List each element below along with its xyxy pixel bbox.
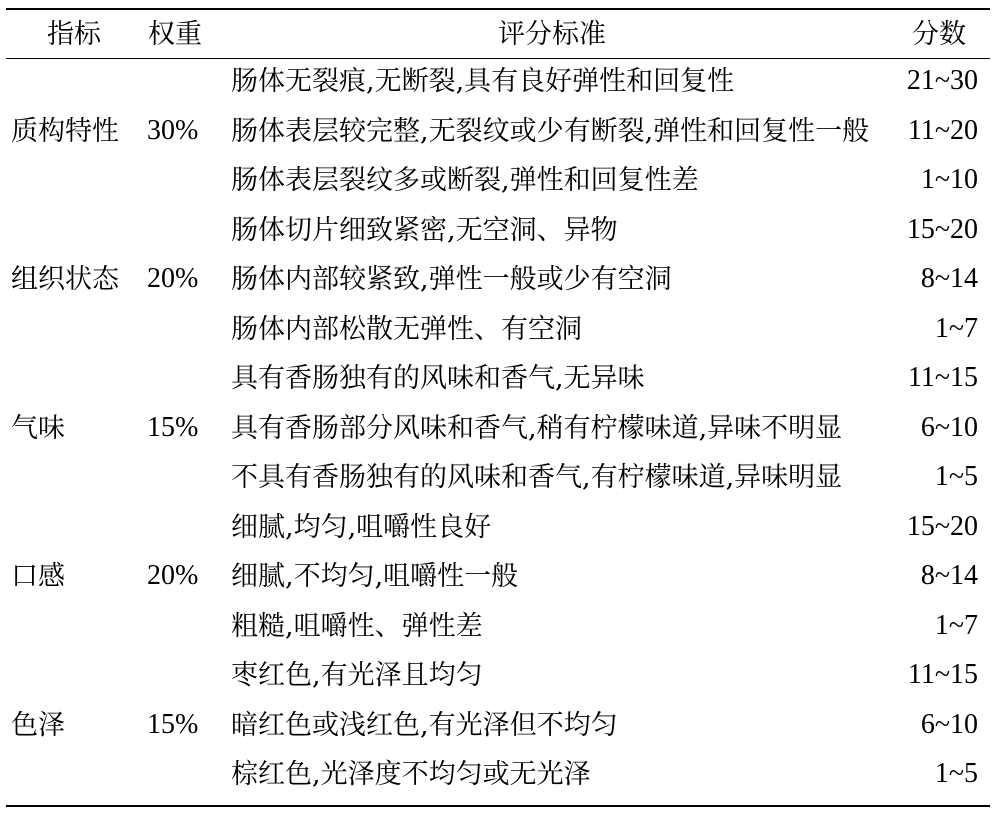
weight-cell: 20%	[147, 560, 199, 591]
weight-cell: 30%	[147, 115, 199, 146]
header-criteria: 评分标准	[498, 19, 606, 50]
criteria-cell: 暗红色或浅红色,有光泽但不均匀	[231, 710, 618, 741]
score-cell: 11~15	[907, 659, 978, 690]
score-cell: 1~7	[934, 313, 978, 344]
indicator-cell: 组织状态	[11, 264, 119, 295]
criteria-cell: 肠体无裂痕,无断裂,具有良好弹性和回复性	[231, 66, 735, 97]
criteria-cell: 具有香肠部分风味和香气,稍有柠檬味道,异味不明显	[231, 413, 843, 444]
criteria-cell: 粗糙,咀嚼性、弹性差	[231, 611, 483, 642]
criteria-cell: 肠体表层较完整,无裂纹或少有断裂,弹性和回复性一般	[231, 116, 870, 147]
score-cell: 11~20	[907, 115, 978, 146]
criteria-cell: 枣红色,有光泽且均匀	[231, 660, 483, 691]
criteria-cell: 肠体切片细致紧密,无空洞、异物	[231, 215, 618, 246]
indicator-cell: 气味	[11, 413, 65, 444]
criteria-cell: 具有香肠独有的风味和香气,无异味	[231, 363, 645, 394]
score-cell: 6~10	[920, 412, 978, 443]
criteria-cell: 棕红色,光泽度不均匀或无光泽	[231, 759, 591, 790]
score-cell: 8~14	[920, 560, 978, 591]
criteria-cell: 肠体内部松散无弹性、有空洞	[231, 314, 582, 345]
score-cell: 1~5	[934, 758, 978, 789]
criteria-cell: 不具有香肠独有的风味和香气,有柠檬味道,异味明显	[231, 462, 843, 493]
top-rule	[6, 8, 990, 10]
score-cell: 11~15	[907, 362, 978, 393]
criteria-cell: 肠体内部较紧致,弹性一般或少有空洞	[231, 264, 672, 295]
score-cell: 1~10	[920, 164, 978, 195]
score-cell: 15~20	[906, 214, 978, 245]
weight-cell: 20%	[147, 263, 199, 294]
criteria-cell: 肠体表层裂纹多或断裂,弹性和回复性差	[231, 165, 699, 196]
header-rule	[6, 58, 990, 59]
bottom-rule	[6, 805, 990, 807]
indicator-cell: 色泽	[11, 710, 65, 741]
score-cell: 6~10	[920, 709, 978, 740]
weight-cell: 15%	[147, 412, 199, 443]
weight-cell: 15%	[147, 709, 199, 740]
score-cell: 1~7	[934, 610, 978, 641]
score-cell: 1~5	[934, 461, 978, 492]
score-cell: 21~30	[906, 65, 978, 96]
header-score: 分数	[912, 19, 966, 50]
header-weight: 权重	[148, 19, 202, 50]
criteria-cell: 细腻,不均匀,咀嚼性一般	[231, 561, 519, 592]
indicator-cell: 口感	[11, 561, 65, 592]
score-cell: 15~20	[906, 511, 978, 542]
criteria-cell: 细腻,均匀,咀嚼性良好	[231, 512, 492, 543]
header-indicator: 指标	[47, 19, 101, 50]
score-cell: 8~14	[920, 263, 978, 294]
indicator-cell: 质构特性	[11, 116, 119, 147]
